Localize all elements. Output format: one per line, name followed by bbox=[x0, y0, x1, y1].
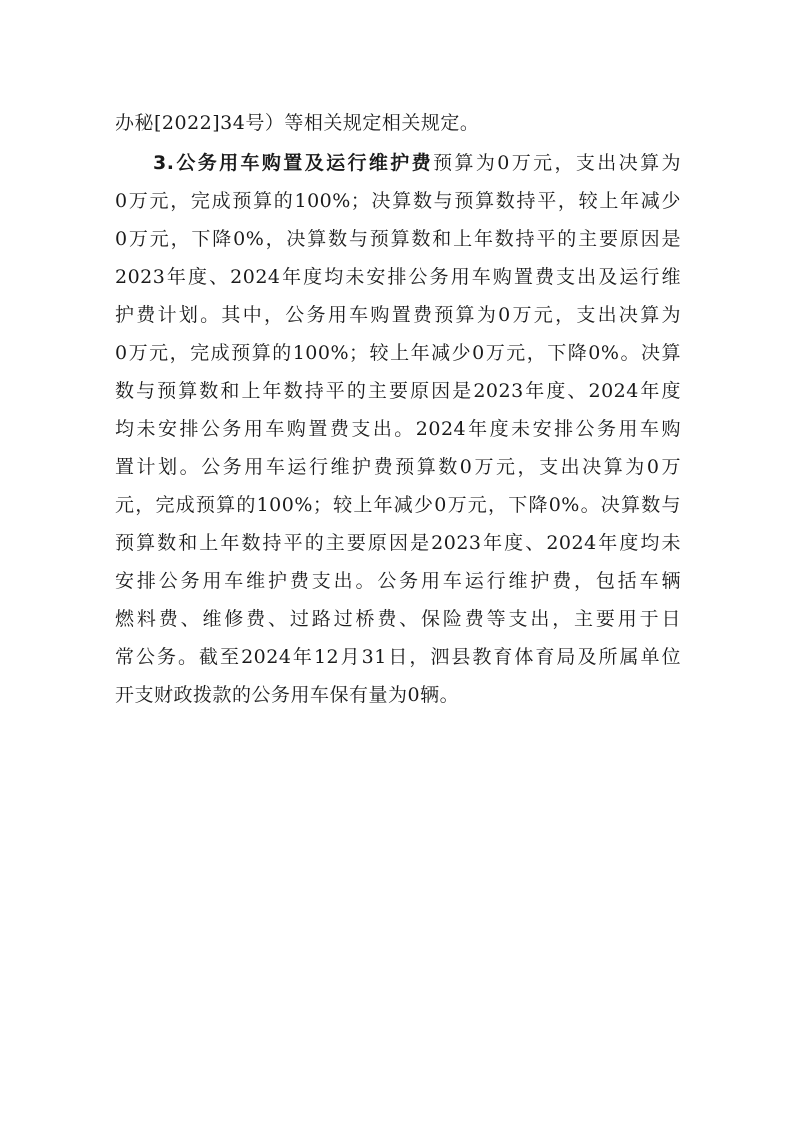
paragraph-line-9: 均未安排公务用车购置费支出。2024年度未安排公务用车购 bbox=[115, 418, 681, 440]
paragraph-line-11: 元，完成预算的100%；较上年减少0万元，下降0%。决算数与 bbox=[115, 494, 681, 516]
paragraph-line-7: 0万元，完成预算的100%；较上年减少0万元，下降0%。决算 bbox=[115, 342, 681, 364]
paragraph-line-15: 常公务。截至2024年12月31日，泗县教育体育局及所属单位 bbox=[115, 646, 681, 668]
paragraph-line-12: 预算数和上年数持平的主要原因是2023年度、2024年度均未 bbox=[115, 532, 681, 554]
paragraph-line-2 bbox=[153, 151, 681, 175]
paragraph-line-2-text: 预算为0万元，支出决算为 bbox=[433, 152, 681, 174]
paragraph-line-13: 安排公务用车维护费支出。公务用车运行维护费，包括车辆 bbox=[115, 570, 681, 592]
paragraph-line-4: 0万元，下降0%，决算数与预算数和上年数持平的主要原因是 bbox=[115, 228, 681, 250]
paragraph-line-16: 开支财政拨款的公务用车保有量为0辆。 bbox=[115, 684, 460, 706]
paragraph-line-6: 护费计划。其中，公务用车购置费预算为0万元，支出决算为 bbox=[115, 304, 681, 326]
section-heading: 3.公务用车购置及运行维护费 bbox=[153, 152, 434, 174]
paragraph-line-1: 办秘[2022]34号）等相关规定相关规定。 bbox=[115, 112, 480, 134]
paragraph-line-10: 置计划。公务用车运行维护费预算数0万元，支出决算为0万 bbox=[115, 456, 681, 478]
paragraph-line-3: 0万元，完成预算的100%；决算数与预算数持平，较上年减少 bbox=[115, 190, 681, 212]
paragraph-line-14: 燃料费、维修费、过路过桥费、保险费等支出，主要用于日 bbox=[115, 608, 681, 630]
paragraph-line-5: 2023年度、2024年度均未安排公务用车购置费支出及运行维 bbox=[115, 266, 681, 288]
paragraph-line-8: 数与预算数和上年数持平的主要原因是2023年度、2024年度 bbox=[115, 380, 681, 402]
